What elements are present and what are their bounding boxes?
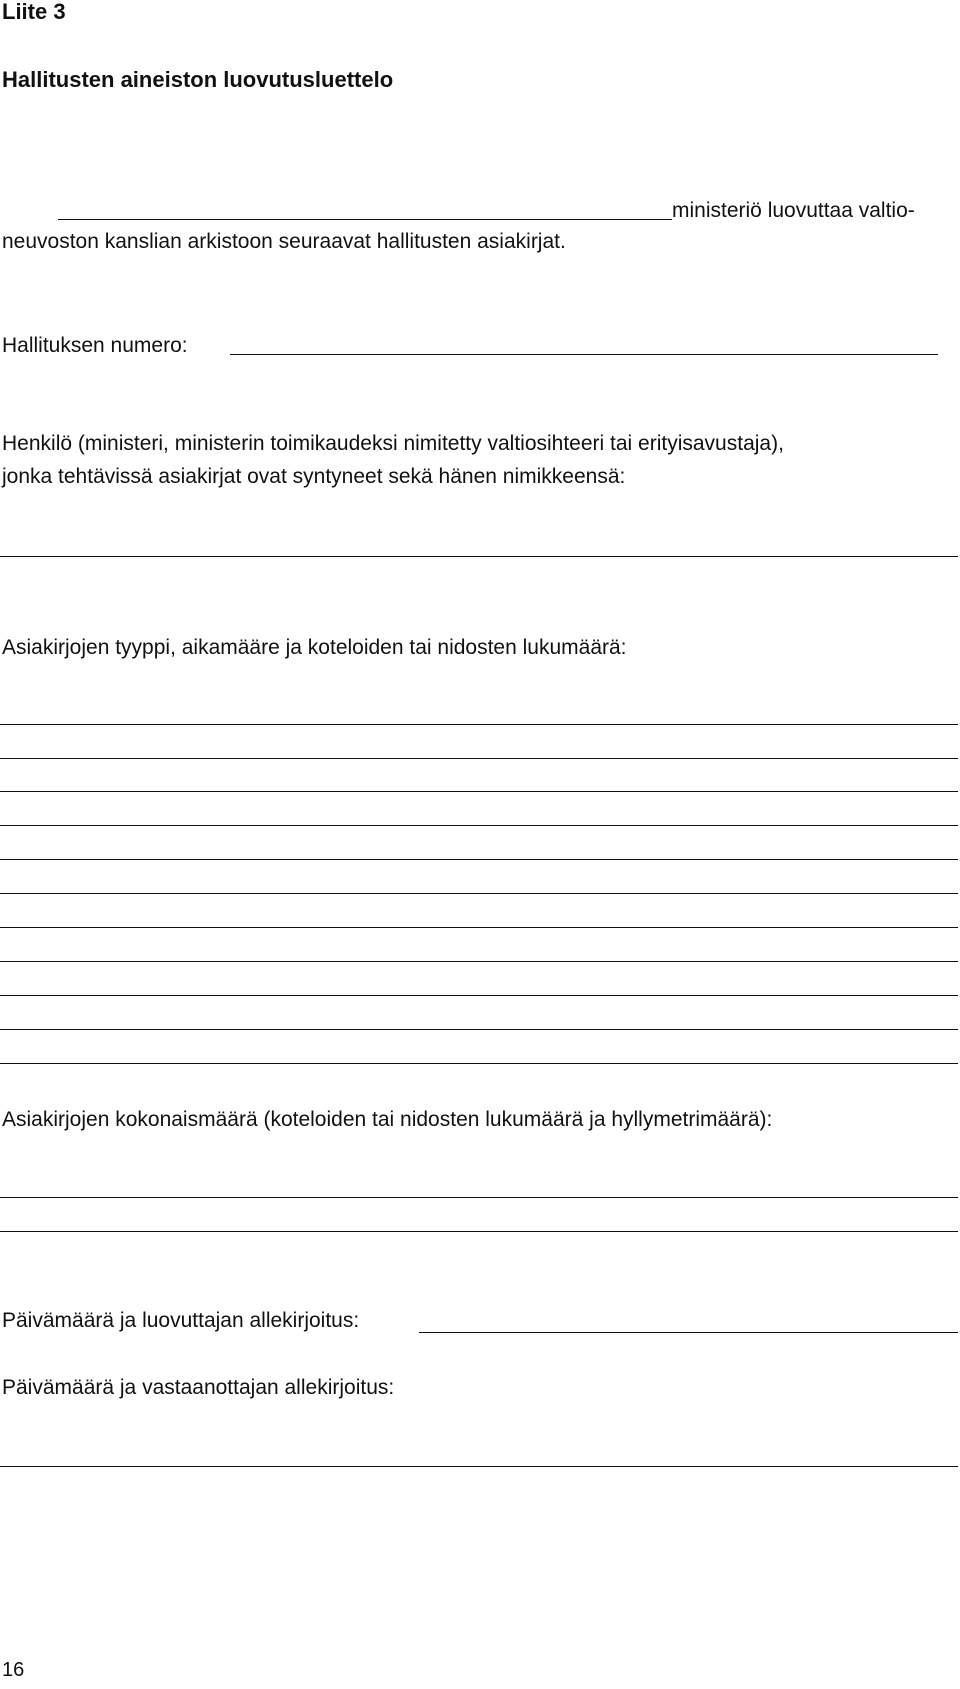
document-type-fill-line[interactable] — [0, 961, 958, 962]
total-amount-fill-line[interactable] — [0, 1231, 958, 1232]
person-description-line1: Henkilö (ministeri, ministerin toimikaudeksi nimitetty valtiosihteeri tai erityisavustaja), — [2, 432, 784, 455]
document-type-label: Asiakirjojen tyyppi, aikamääre ja koteloiden tai nidosten lukumäärä: — [2, 636, 627, 659]
person-description-line2: jonka tehtävissä asiakirjat ovat syntyneet sekä hänen nimikkeensä: — [2, 465, 626, 488]
government-number-label: Hallituksen numero: — [2, 334, 188, 357]
handover-signature-label: Päivämäärä ja luovuttajan allekirjoitus: — [2, 1309, 360, 1332]
intro-text-line2: neuvoston kanslian arkistoon seuraavat hallitusten asiakirjat. — [2, 230, 566, 253]
document-title: Hallitusten aineiston luovutusluettelo — [2, 67, 394, 92]
page-number: 16 — [2, 1659, 25, 1681]
receiver-signature-fill-line[interactable] — [0, 1466, 958, 1467]
document-type-fill-line[interactable] — [0, 791, 958, 792]
document-type-fill-line[interactable] — [0, 1063, 958, 1064]
document-type-fill-line[interactable] — [0, 927, 958, 928]
total-amount-fill-line[interactable] — [0, 1197, 958, 1198]
receiver-signature-label: Päivämäärä ja vastaanottajan allekirjoitus: — [2, 1376, 395, 1399]
page-header-label: Liite 3 — [2, 0, 66, 24]
document-type-fill-line[interactable] — [0, 758, 958, 759]
handover-signature-fill-line[interactable] — [419, 1332, 958, 1333]
document-type-fill-line[interactable] — [0, 724, 958, 725]
document-type-fill-line[interactable] — [0, 995, 958, 996]
document-type-fill-line[interactable] — [0, 893, 958, 894]
person-fill-line[interactable] — [0, 556, 958, 557]
document-type-fill-line[interactable] — [0, 1029, 958, 1030]
intro-text-line1: ministeriö luovuttaa valtio- — [672, 199, 915, 222]
government-number-fill-line[interactable] — [230, 354, 938, 355]
total-amount-label: Asiakirjojen kokonaismäärä (koteloiden tai nidosten lukumäärä ja hyllymetrimäärä): — [2, 1108, 773, 1131]
ministry-name-fill-line[interactable] — [58, 219, 672, 220]
document-type-fill-line[interactable] — [0, 825, 958, 826]
document-type-fill-line[interactable] — [0, 859, 958, 860]
